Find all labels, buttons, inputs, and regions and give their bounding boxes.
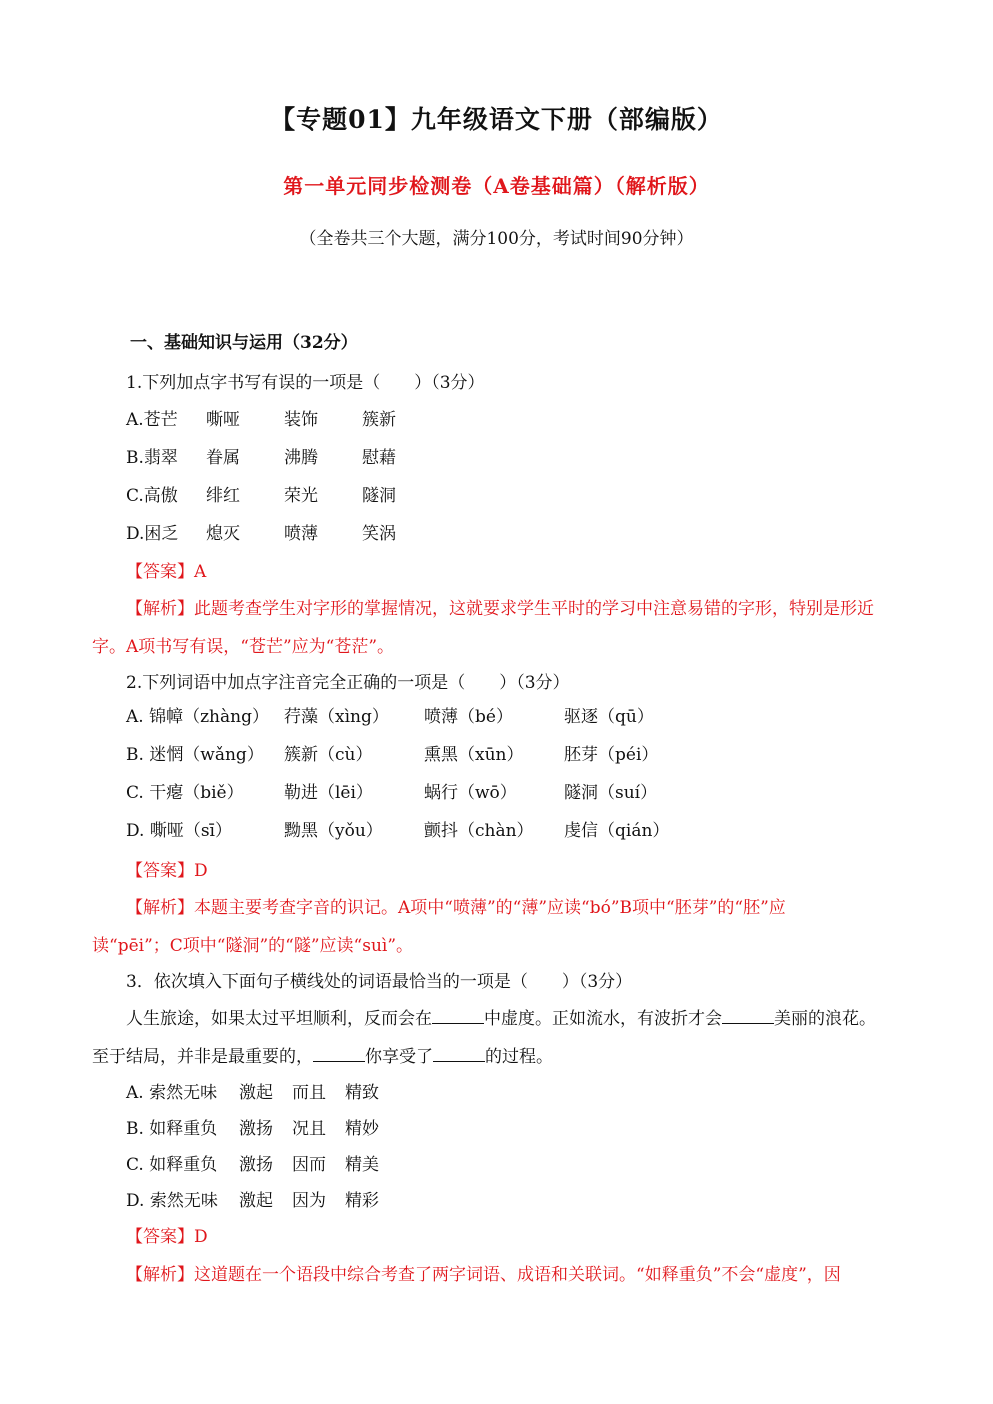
q3-c-3: 因而 bbox=[292, 1155, 326, 1175]
q3-option-d bbox=[126, 1186, 379, 1211]
q3-option-c bbox=[126, 1150, 379, 1175]
q2-option-b bbox=[126, 740, 658, 765]
q2-analysis-line1: 【解析】本题主要考查字音的识记。A项中“喷薄”的“薄”应读“bó”B项中“胚芽”的“胚”应 bbox=[126, 898, 786, 918]
q3-analysis-line1: 【解析】这道题在一个语段中综合考查了两字词语、成语和关联词。“如释重负”不会“虚度”，因 bbox=[126, 1265, 841, 1285]
q1-answer: 【答案】A bbox=[126, 562, 207, 582]
q2-c-2: 勒进（lēi） bbox=[284, 783, 373, 803]
q2-d-1: D. 嘶哑（sī） bbox=[126, 821, 232, 841]
q3-b-3: 况且 bbox=[292, 1119, 326, 1139]
q3-answer: 【答案】D bbox=[126, 1227, 208, 1247]
q1-b-4: 慰藉 bbox=[362, 448, 396, 468]
q3-b-2: 激扬 bbox=[239, 1119, 273, 1139]
document-title: 【专题01】九年级语文下册（部编版） bbox=[270, 105, 723, 134]
q3-passage-2c: 的过程。 bbox=[485, 1047, 553, 1067]
q3-option-a bbox=[126, 1078, 379, 1103]
q2-d-3: 颤抖（chàn） bbox=[424, 821, 534, 841]
q2-a-4: 驱逐（qū） bbox=[564, 707, 654, 727]
q2-c-3: 蜗行（wō） bbox=[424, 783, 517, 803]
q1-analysis-line1: 【解析】此题考查学生对字形的掌握情况，这就要求学生平时的学习中注意易错的字形，特别是形近 bbox=[126, 599, 874, 619]
q3-d-1: D. 索然无味 bbox=[126, 1191, 218, 1211]
q1-c-2: 绯红 bbox=[206, 486, 240, 506]
q1-a-1: A.苍芒 bbox=[126, 410, 178, 430]
q3-b-1: B. 如释重负 bbox=[126, 1119, 218, 1139]
q3-stem: 3．依次填入下面句子横线处的词语最恰当的一项是（ ）（3分） bbox=[126, 972, 633, 992]
q2-a-1: A. 锦幛（zhàng） bbox=[126, 707, 269, 727]
fill-blank-2 bbox=[722, 1009, 774, 1024]
q1-d-2: 熄灭 bbox=[206, 524, 240, 544]
section-heading: 一、基础知识与运用（32分） bbox=[130, 333, 358, 353]
q2-analysis-line2: 读“pēi”；C项中“隧洞”的“隧”应读“suì”。 bbox=[92, 936, 414, 956]
q2-c-1: C. 干瘪（biě） bbox=[126, 783, 244, 803]
fill-blank-3 bbox=[313, 1047, 365, 1062]
q3-a-1: A. 索然无味 bbox=[126, 1083, 218, 1103]
exam-note: （全卷共三个大题，满分100分，考试时间90分钟） bbox=[299, 229, 694, 249]
q2-option-c bbox=[126, 778, 657, 803]
q2-a-3: 喷薄（bé） bbox=[424, 707, 513, 727]
q2-d-2: 黝黑（yǒu） bbox=[284, 821, 383, 841]
q3-passage-line2 bbox=[92, 1042, 553, 1067]
q3-passage-1b: 中虚度。正如流水，有波折才会 bbox=[484, 1009, 722, 1029]
q2-b-3: 熏黑（xūn） bbox=[424, 745, 524, 765]
q3-option-b bbox=[126, 1114, 379, 1139]
q3-c-2: 激扬 bbox=[239, 1155, 273, 1175]
q3-c-4: 精美 bbox=[345, 1155, 379, 1175]
q1-c-3: 荣光 bbox=[284, 486, 318, 506]
q3-d-2: 激起 bbox=[239, 1191, 273, 1211]
q1-option-a bbox=[126, 405, 396, 430]
q3-passage-2a: 至于结局，并非是最重要的， bbox=[92, 1047, 313, 1067]
q3-b-4: 精妙 bbox=[345, 1119, 379, 1139]
q1-option-b bbox=[126, 443, 396, 468]
q3-d-3: 因为 bbox=[292, 1191, 326, 1211]
q1-c-1: C.高傲 bbox=[126, 486, 178, 506]
q2-stem: 2.下列词语中加点字注音完全正确的一项是（ ）（3分） bbox=[126, 673, 570, 693]
q3-d-4: 精彩 bbox=[345, 1191, 379, 1211]
q1-option-d bbox=[126, 519, 396, 544]
q2-b-4: 胚芽（péi） bbox=[564, 745, 659, 765]
q2-answer: 【答案】D bbox=[126, 861, 208, 881]
q2-option-a bbox=[126, 702, 654, 727]
q3-a-3: 而且 bbox=[292, 1083, 326, 1103]
q2-option-d bbox=[126, 816, 669, 841]
document-subtitle: 第一单元同步检测卷（A卷基础篇）（解析版） bbox=[283, 174, 710, 198]
q1-analysis-line2: 字。A项书写有误，“苍芒”应为“苍茫”。 bbox=[92, 637, 395, 657]
q3-c-1: C. 如释重负 bbox=[126, 1155, 218, 1175]
q2-d-4: 虔信（qián） bbox=[564, 821, 670, 841]
q1-a-4: 簇新 bbox=[362, 410, 396, 430]
q1-option-c bbox=[126, 481, 396, 506]
q2-b-2: 簇新（cù） bbox=[284, 745, 373, 765]
q3-passage-1a: 人生旅途，如果太过平坦顺利，反而会在 bbox=[126, 1009, 432, 1029]
q3-passage-line1 bbox=[126, 1004, 876, 1029]
q1-d-3: 喷薄 bbox=[284, 524, 318, 544]
fill-blank-4 bbox=[433, 1047, 485, 1062]
q1-b-1: B.翡翠 bbox=[126, 448, 178, 468]
q3-passage-1c: 美丽的浪花。 bbox=[774, 1009, 876, 1029]
q1-a-2: 嘶哑 bbox=[206, 410, 240, 430]
fill-blank-1 bbox=[432, 1009, 484, 1024]
q1-c-4: 隧洞 bbox=[362, 486, 396, 506]
q2-c-4: 隧洞（suí） bbox=[564, 783, 658, 803]
q3-a-2: 激起 bbox=[239, 1083, 273, 1103]
q2-a-2: 荇藻（xìng） bbox=[284, 707, 389, 727]
q1-b-2: 眷属 bbox=[206, 448, 240, 468]
q1-d-4: 笑涡 bbox=[362, 524, 396, 544]
q2-b-1: B. 迷惘（wǎng） bbox=[126, 745, 264, 765]
q1-b-3: 沸腾 bbox=[284, 448, 318, 468]
q1-d-1: D.困乏 bbox=[126, 524, 179, 544]
q3-a-4: 精致 bbox=[345, 1083, 379, 1103]
q3-passage-2b: 你享受了 bbox=[365, 1047, 433, 1067]
q1-a-3: 装饰 bbox=[284, 410, 318, 430]
q1-stem: 1.下列加点字书写有误的一项是（ ）（3分） bbox=[126, 373, 485, 393]
